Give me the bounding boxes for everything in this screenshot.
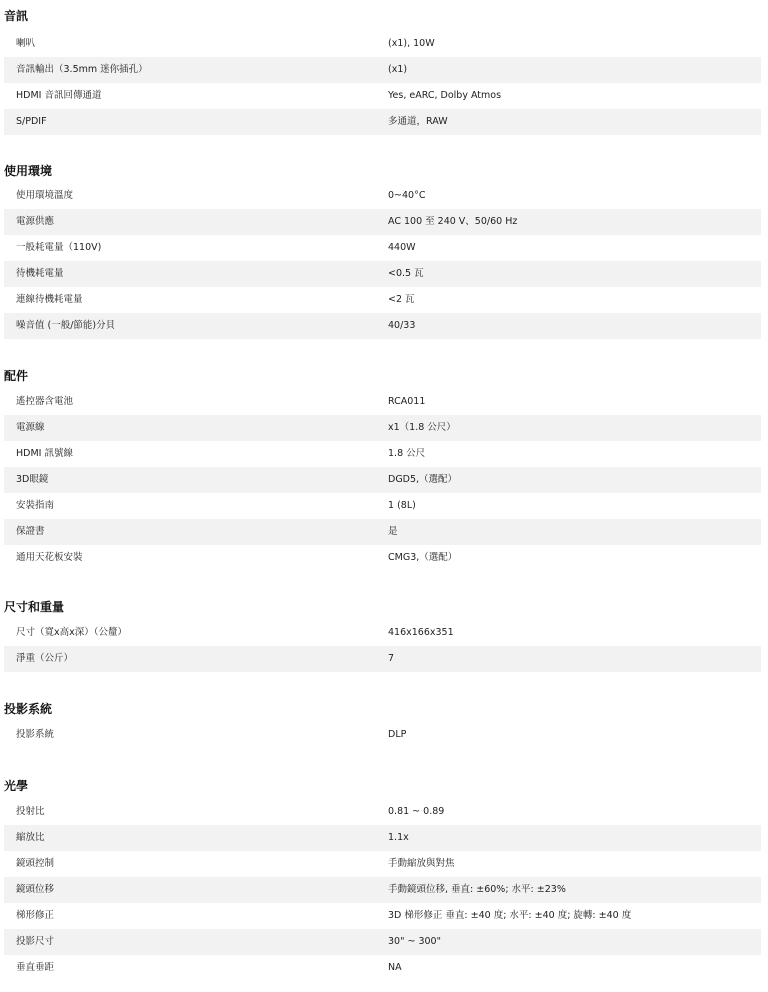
spec-value: <0.5 瓦: [388, 268, 424, 279]
spec-label: 投射比: [16, 806, 45, 817]
spec-value: 416x166x351: [388, 627, 454, 638]
spec-value: 1.8 公尺: [388, 448, 426, 459]
spec-row: [4, 83, 761, 109]
spec-row: [4, 209, 761, 235]
spec-label: 電源供應: [16, 216, 55, 227]
spec-value: (x1), 10W: [388, 38, 435, 49]
section-title: 投影系統: [4, 702, 53, 716]
spec-value: Yes, eARC, Dolby Atmos: [388, 90, 502, 101]
spec-row: [4, 287, 761, 313]
spec-row: [4, 389, 761, 415]
spec-label: 投影系統: [16, 729, 55, 740]
spec-value: 是: [388, 526, 398, 537]
spec-label: 電源線: [16, 422, 45, 433]
spec-row: [4, 313, 761, 339]
spec-table: [4, 620, 761, 672]
spec-label: 垂直垂距: [16, 962, 55, 973]
spec-value: AC 100 至 240 V、50/60 Hz: [388, 216, 518, 227]
section-title: 光學: [4, 779, 29, 793]
spec-row: [4, 799, 761, 825]
section-title: 音訊: [4, 9, 29, 23]
spec-value: DGD5,（選配）: [388, 474, 458, 485]
spec-value: (x1): [388, 64, 408, 75]
spec-label: S/PDIF: [16, 116, 47, 127]
spec-label: 鏡頭控制: [16, 858, 55, 869]
spec-value: 30" ~ 300": [388, 936, 441, 947]
spec-row: [4, 493, 761, 519]
spec-label: 音訊輸出（3.5mm 迷你插孔）: [16, 64, 148, 75]
spec-label: 喇叭: [16, 38, 36, 49]
spec-row: [4, 545, 761, 571]
spec-row: [4, 903, 761, 929]
spec-row: [4, 851, 761, 877]
spec-table: [4, 31, 761, 135]
spec-row: [4, 646, 761, 672]
spec-row: [4, 825, 761, 851]
section-title: 尺寸和重量: [4, 600, 65, 614]
spec-value: <2 瓦: [388, 294, 415, 305]
spec-value: 440W: [388, 242, 416, 253]
spec-row: [4, 261, 761, 287]
spec-value: NA: [388, 962, 402, 973]
spec-table: [4, 799, 761, 981]
spec-label: HDMI 訊號線: [16, 448, 73, 459]
spec-label: 鏡頭位移: [16, 884, 55, 895]
spec-value: 多通道，RAW: [388, 116, 448, 127]
spec-value: 手動縮放與對焦: [388, 858, 455, 869]
spec-row: [4, 441, 761, 467]
spec-value: CMG3,（選配）: [388, 552, 458, 563]
spec-label: 連線待機耗電量: [16, 294, 83, 305]
spec-label: 一般耗電量（110V): [16, 242, 102, 253]
section-title: 使用環境: [4, 164, 53, 178]
section-title: 配件: [4, 369, 29, 383]
spec-row: [4, 519, 761, 545]
spec-row: [4, 722, 761, 748]
spec-table: [4, 183, 761, 339]
spec-table: [4, 389, 761, 571]
spec-row: [4, 415, 761, 441]
spec-value: 40/33: [388, 320, 416, 331]
spec-table: [4, 722, 761, 748]
spec-value: 手動鏡頭位移, 垂直: ±60%; 水平: ±23%: [388, 884, 566, 895]
spec-row: [4, 183, 761, 209]
spec-label: 保證書: [16, 526, 45, 537]
spec-value: x1（1.8 公尺）: [388, 422, 456, 433]
spec-value: 0~40°C: [388, 190, 426, 201]
spec-value: 1.1x: [388, 832, 409, 843]
spec-label: 縮放比: [16, 832, 45, 843]
spec-label: 遙控器含電池: [16, 396, 74, 407]
spec-value: DLP: [388, 729, 407, 740]
spec-label: 淨重（公斤）: [16, 653, 74, 664]
spec-row: [4, 955, 761, 981]
spec-label: 使用環境溫度: [16, 190, 74, 201]
spec-label: 尺寸（寬x高x深）（公釐）: [16, 627, 127, 638]
spec-row: [4, 877, 761, 903]
spec-value: RCA011: [388, 396, 426, 407]
spec-label: 噪音值 (一般/節能)分貝: [16, 320, 116, 331]
spec-label: 3D眼鏡: [16, 474, 49, 485]
spec-value: 1 (8L): [388, 500, 416, 511]
spec-label: 通用天花板安裝: [16, 552, 83, 563]
spec-row: [4, 929, 761, 955]
spec-label: 梯形修正: [16, 910, 55, 921]
spec-row: [4, 620, 761, 646]
spec-row: [4, 109, 761, 135]
spec-label: 安裝指南: [16, 500, 55, 511]
spec-value: 0.81 ~ 0.89: [388, 806, 445, 817]
spec-row: [4, 467, 761, 493]
spec-value: 3D 梯形修正 垂直: ±40 度; 水平: ±40 度; 旋轉: ±40 度: [388, 910, 632, 921]
spec-label: 待機耗電量: [16, 268, 64, 279]
spec-row: [4, 31, 761, 57]
spec-value: 7: [388, 653, 395, 664]
spec-label: 投影尺寸: [16, 936, 55, 947]
spec-label: HDMI 音訊回傳通道: [16, 90, 102, 101]
spec-row: [4, 57, 761, 83]
spec-row: [4, 235, 761, 261]
